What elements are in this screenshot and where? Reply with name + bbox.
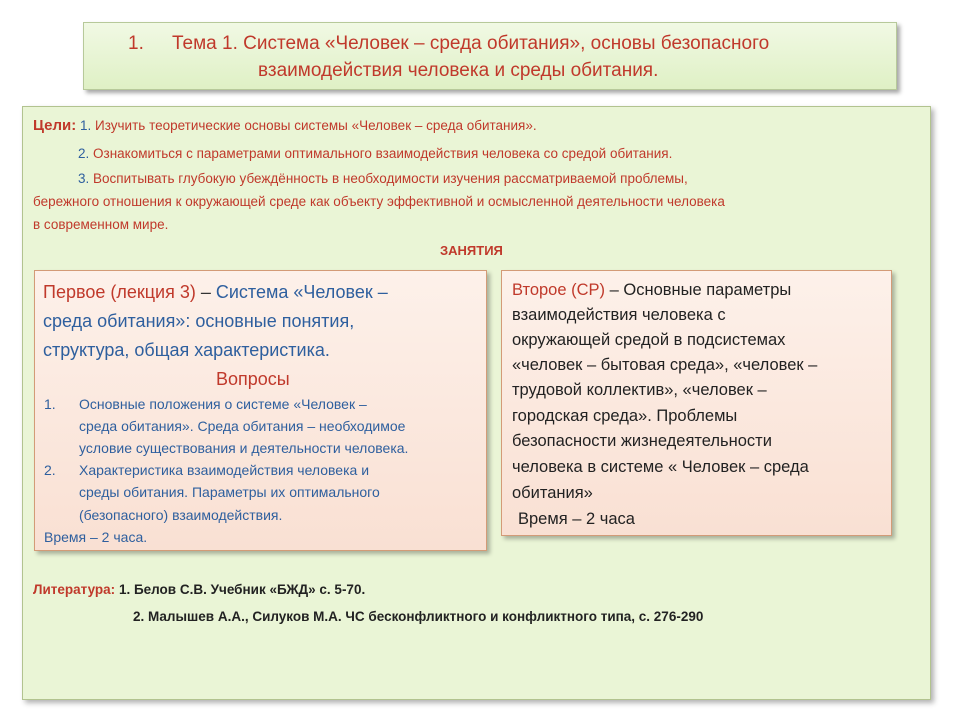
lesson-2-text-2: взаимодействия человека с xyxy=(512,306,726,324)
title-number: 1. xyxy=(128,33,144,54)
question-2-num: 2. xyxy=(44,462,56,478)
goal-3-cont-1: бережного отношения к окружающей среде как объекту эффективной и осмысленной деятельности человека xyxy=(33,194,725,209)
goal-2-text: Ознакомиться с параметрами оптимального взаимодействия человека со средой обитания. xyxy=(93,146,673,161)
lesson-2-line-1 xyxy=(512,281,791,300)
lesson-2-text-8: человека в системе « Человек – среда xyxy=(512,458,809,476)
goals-row-3 xyxy=(78,171,688,186)
lessons-heading: ЗАНЯТИЯ xyxy=(440,243,503,258)
lesson-2-text-3: окружающей средой в подсистемах xyxy=(512,331,786,349)
lesson-1-topic-1: Система «Человек – xyxy=(215,282,388,302)
lesson-2-text-1: – Основные параметры xyxy=(605,281,792,299)
goals-label: Цели: xyxy=(33,117,77,134)
question-1-line-3: условие существования и деятельности человека. xyxy=(79,440,409,456)
goal-3-text: Воспитывать глубокую убеждённость в необходимости изучения рассматриваемой проблемы, xyxy=(93,171,688,186)
goal-1-num: 1. xyxy=(80,118,92,133)
title-line-2: взаимодействия человека и среды обитания. xyxy=(258,60,659,81)
lesson-1-topic-3: структура, общая характеристика. xyxy=(43,340,330,360)
lesson-2-text-7: безопасности жизнедеятельности xyxy=(512,432,772,450)
goal-2-num: 2. xyxy=(78,146,90,161)
title-box xyxy=(83,22,897,90)
goal-3-cont-2: в современном мире. xyxy=(33,217,169,232)
question-1-line-1: Основные положения о системе «Человек – xyxy=(79,396,367,412)
goals-row-1 xyxy=(33,117,537,134)
lesson-1-time: Время – 2 часа. xyxy=(44,529,148,545)
lesson-1-topic-2: среда обитания»: основные понятия, xyxy=(43,311,355,331)
literature-row-1 xyxy=(33,582,365,597)
literature-item-2: 2. Малышев А.А., Силуков М.А. ЧС бесконфликтного и конфликтного типа, с. 276-290 xyxy=(133,609,704,624)
title-line-1: Тема 1. Система «Человек – среда обитания», основы безопасного xyxy=(172,33,770,54)
lesson-2-prefix: Второе (СР) xyxy=(512,281,606,299)
goal-1-text: Изучить теоретические основы системы «Человек – среда обитания». xyxy=(95,118,537,133)
question-1-num: 1. xyxy=(44,396,56,412)
goal-3-num: 3. xyxy=(78,171,90,186)
goals-row-2 xyxy=(78,146,672,161)
lesson-2-text-4: «человек – бытовая среда», «человек – xyxy=(512,356,818,374)
question-2-line-3: (безопасного) взаимодействия. xyxy=(79,507,283,523)
lesson-2-text-5: трудовой коллектив», «человек – xyxy=(512,381,767,399)
question-1-line-2: среда обитания». Среда обитания – необходимое xyxy=(79,418,406,434)
lesson-2-time: Время – 2 часа xyxy=(518,510,635,528)
question-2-line-2: среды обитания. Параметры их оптимального xyxy=(79,484,380,500)
lesson-2-text-9: обитания» xyxy=(512,484,593,502)
question-2-line-1: Характеристика взаимодействия человека и xyxy=(79,462,370,478)
lesson-1-questions-label: Вопросы xyxy=(216,369,290,389)
literature-label: Литература: xyxy=(33,582,116,597)
lesson-1-line-1 xyxy=(43,282,388,303)
literature-item-1: 1. Белов С.В. Учебник «БЖД» с. 5-70. xyxy=(115,582,366,597)
lesson-2-text-6: городская среда». Проблемы xyxy=(512,407,738,425)
lesson-1-prefix: Первое (лекция 3) xyxy=(43,282,196,302)
lesson-1-dash: – xyxy=(195,282,216,302)
